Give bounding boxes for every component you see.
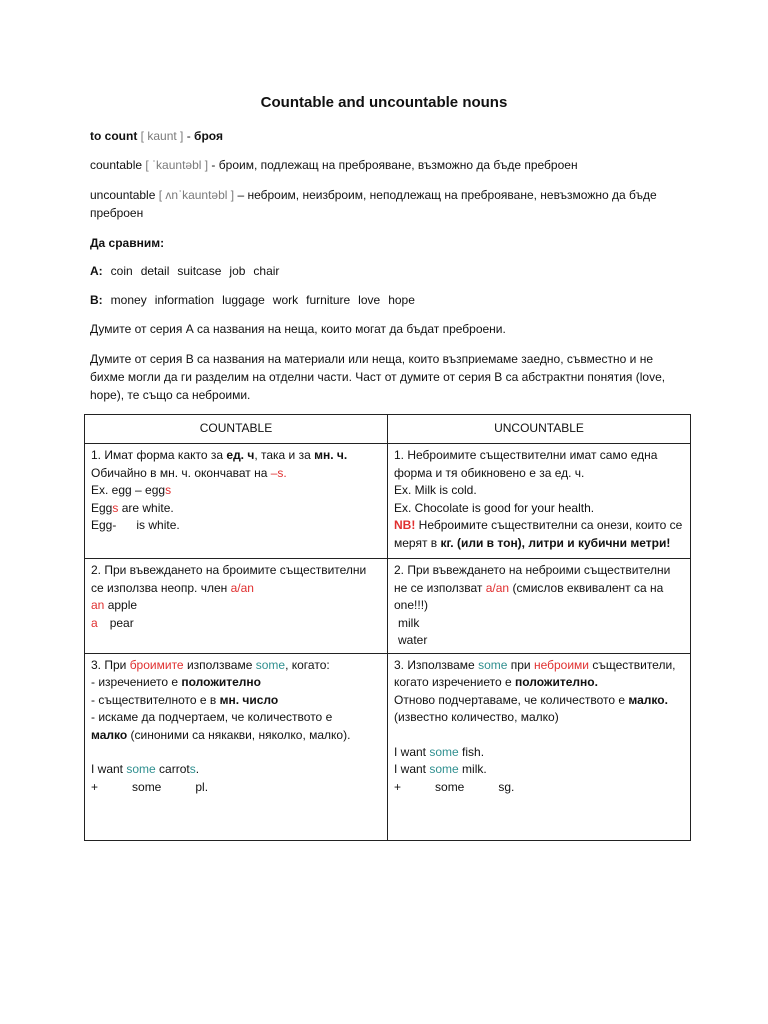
cell-text: 3. Използваме [394,657,479,672]
cell-text: 2. При въвеждането на неброими съществителни не се използват [394,563,671,595]
cell-text: съществители, когато изречението е [394,657,676,689]
cell-text: water [398,633,428,647]
cell-text: 3. При [91,657,130,672]
cell-text: + [91,779,99,794]
cell-text: apple [104,598,138,612]
word: money [110,293,147,307]
cell-text: (синоними са някакви, няколко, малко). [127,727,351,742]
cell-text: - изречението е [91,675,182,689]
word: love [358,293,381,307]
cell-text: fish. [458,744,485,759]
highlight-red: неброими [533,657,589,672]
cell-text: положително [181,675,261,689]
cell-text: Неброимите съществителни са онези, които се мерят в [394,518,683,550]
table-header-row [85,415,691,444]
definition-countable [90,156,690,174]
series-a-words [90,262,690,280]
cell-text: - искаме да подчертаем, че количеството е [91,710,333,724]
highlight-red: a/an [230,580,254,595]
term: countable [90,158,143,172]
word: hope [388,293,415,307]
highlight-red: броимите [129,657,184,672]
series-a-note: Думите от серия А са названия на неща, които могат да бъдат преброени. [90,322,506,336]
word: work [272,293,299,307]
transcription: [ kaunt ] [140,129,184,143]
translation: броим, подлежащ на преброяване, възможно да бъде преброен [218,158,578,172]
page-title: Countable and uncountable nouns [260,94,508,111]
cell-text: Ex. egg – egg [91,483,166,497]
highlight-red: NB! [394,518,416,532]
cell-text: малко. [628,692,668,707]
cell-text: 1. Неброимите съществителни имат само една форма и тя обикновено е за ед. ч. [394,448,658,480]
highlight-red: –s. [270,465,287,480]
word: chair [253,264,280,278]
highlight-teal: s [189,762,196,776]
transcription: [ ʌnˈkauntəbl ] [158,188,235,202]
cell-text: some [132,779,162,794]
header-countable: COUNTABLE [85,415,388,444]
series-b-label: B: [90,293,103,307]
series-b-note: Думите от серия В са названия на материали или неща, които възприемаме заедно, съвместно и не бихме могли да ги разделим на отделни части. Част от думите от серия В са абстрактни понятия (love, hope), те също са неброими. [90,352,666,402]
table-row [85,653,691,840]
highlight-teal: some [126,762,156,776]
cell-text: I want [394,744,430,759]
cell-text: 2. При въвеждането на броимите съществителни се използва неопр. член [91,563,367,595]
cell-text: Egg [91,500,113,515]
word: furniture [306,293,351,307]
separator: – [234,188,248,202]
word: coin [110,264,133,278]
table-cell [85,444,388,559]
word: suitcase [177,264,222,278]
separator: - [208,158,219,172]
word: job [229,264,246,278]
cell-text: milk [398,615,420,630]
cell-text: sg. [498,779,515,794]
word: luggage [222,293,265,307]
cell-text: Egg- [91,518,117,532]
term: to count [90,129,138,143]
separator: - [183,129,195,143]
highlight-red: s [112,500,119,515]
definition-uncountable [90,186,690,222]
cell-text: при [507,657,534,672]
cell-text: положително. [515,675,598,689]
definition-count [90,127,690,145]
cell-text: 1. Имат форма както за [91,448,227,462]
series-b-words [90,291,690,309]
transcription: [ ˈkauntəbl ] [145,158,209,172]
cell-text: I want [91,762,127,776]
cell-text: are white. [118,500,174,515]
cell-text: (смислов еквивалент са на one!!!) [394,580,664,612]
compare-heading: Да сравним: [90,236,165,250]
table-row [85,559,691,654]
cell-text: , така и за [254,448,315,462]
cell-text: - съществителното е в [91,692,220,707]
cell-text: Ex. Milk is cold. [394,483,477,497]
translation: броя [194,129,223,143]
highlight-teal: some [478,657,508,672]
cell-text: използваме [183,657,256,672]
cell-text: pl. [195,779,209,794]
cell-text: Ex. Chocolate is good for your health. [394,500,595,515]
cell-text: is white. [136,518,180,532]
table-cell [85,653,388,840]
cell-text: , когато: [285,657,330,672]
cell-text: ед. ч [226,448,255,462]
series-a-label: A: [90,264,103,278]
word: information [154,293,215,307]
cell-text: + [394,779,402,794]
cell-text: малко [91,727,128,742]
cell-text: Обичайно в мн. ч. окончават на [91,465,271,480]
term: uncountable [90,188,156,202]
cell-text: кг. (или в тон), литри и кубични метри! [440,535,671,550]
highlight-red: a [91,615,98,630]
table-cell [85,559,388,654]
table-cell [388,653,691,840]
table-cell [388,559,691,654]
highlight-red: an [91,598,105,612]
highlight-teal: some [429,744,459,759]
word: detail [140,264,170,278]
highlight-red: s [165,483,172,497]
cell-text: мн. число [219,692,279,707]
cell-text: some [435,779,465,794]
translation: неброим, неизброим, неподлежащ на преброяване, невъзможно да бъде преброен [90,188,657,220]
highlight-teal: some [429,762,459,776]
highlight-teal: some [255,657,286,672]
cell-text: (известно количество, малко) [394,710,559,724]
cell-text: Отново подчертаваме, че количеството е [394,692,629,707]
comparison-table [84,414,691,841]
cell-text: milk. [458,762,487,776]
cell-text: мн. ч. [314,448,348,462]
cell-text: pear [109,615,134,630]
table-cell [388,444,691,559]
cell-text: . [195,762,200,776]
cell-text: carrot [155,762,190,776]
header-uncountable: UNCOUNTABLE [388,415,691,444]
table-row [85,444,691,559]
cell-text: I want [394,762,430,776]
highlight-red: a/an [485,580,510,595]
